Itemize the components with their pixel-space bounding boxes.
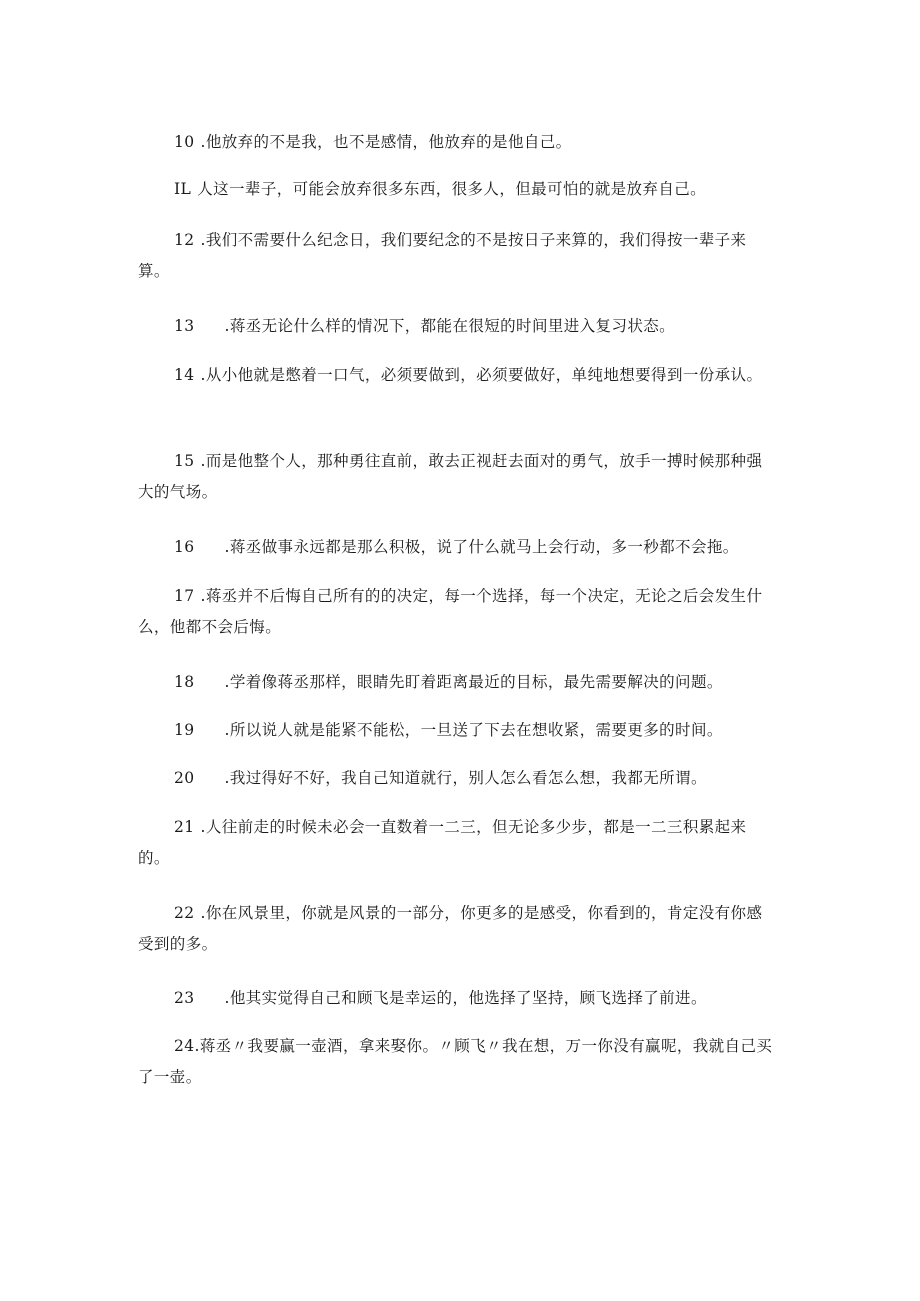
paragraph-11 xyxy=(138,174,778,205)
paragraph-text: 他放弃的不是我，也不是感情，他放弃的是他自己。 xyxy=(205,133,572,151)
paragraph-14 xyxy=(138,360,778,391)
paragraph-text: 学着像蒋丞那样，眼睛先盯着距离最近的目标，最先需要解决的问题。 xyxy=(229,673,723,691)
paragraph-16 xyxy=(138,532,778,563)
paragraph-number: 19 xyxy=(174,721,195,739)
paragraph-separator: . xyxy=(224,538,230,556)
paragraph-number: 10 xyxy=(174,133,195,151)
paragraph-text: 人这一辈子，可能会放弃很多东西，很多人，但最可怕的就是放弃自己。 xyxy=(197,180,707,198)
paragraph-separator: . xyxy=(224,989,230,1007)
paragraph-text: 蒋丞做事永远都是那么积极，说了什么就马上会行动，多一秒都不会拖。 xyxy=(229,538,739,556)
paragraph-18 xyxy=(138,667,778,698)
paragraph-number: 16 xyxy=(174,538,195,556)
paragraph-text: 人往前走的时候未必会一直数着一二三，但无论多少步，都是一二三积累起来的。 xyxy=(138,818,747,867)
paragraph-separator: . xyxy=(200,904,206,922)
paragraph-separator: . xyxy=(194,1037,200,1055)
paragraph-text: 我们不需要什么纪念日，我们要纪念的不是按日子来算的，我们得按一辈子来算。 xyxy=(138,231,747,280)
paragraph-separator: . xyxy=(224,673,230,691)
paragraph-number: IL xyxy=(174,180,192,198)
paragraph-10 xyxy=(138,127,778,158)
paragraph-17 xyxy=(138,581,778,643)
paragraph-number: 15 xyxy=(174,452,195,470)
paragraph-text: 蒋丞无论什么样的情况下，都能在很短的时间里进入复习状态。 xyxy=(229,317,676,335)
paragraph-text: 你在风景里，你就是风景的一部分，你更多的是感受，你看到的，肯定没有你感受到的多。 xyxy=(138,904,763,953)
paragraph-number: 22 xyxy=(174,904,195,922)
paragraph-number: 20 xyxy=(174,769,195,787)
paragraph-text: 蒋丞〃我要赢一壶酒，拿来娶你。〃顾飞〃我在想，万一你没有赢呢，我就自己买了一壶。 xyxy=(138,1037,773,1086)
paragraph-12 xyxy=(138,225,778,287)
paragraph-20 xyxy=(138,763,778,794)
paragraph-15 xyxy=(138,446,778,508)
paragraph-text: 蒋丞并不后悔自己所有的的决定，每一个选择，每一个决定，无论之后会发生什么，他都不会后悔。 xyxy=(138,587,763,636)
paragraph-separator: . xyxy=(224,317,230,335)
paragraph-separator: . xyxy=(200,231,206,249)
paragraph-number: 14 xyxy=(174,366,195,384)
paragraph-text: 从小他就是憋着一口气，必须要做到，必须要做好，单纯地想要得到一份承认。 xyxy=(205,366,763,384)
paragraph-22 xyxy=(138,898,778,960)
paragraph-separator: . xyxy=(200,818,206,836)
paragraph-number: 17 xyxy=(174,587,195,605)
paragraph-separator: . xyxy=(200,366,206,384)
paragraph-number: 21 xyxy=(174,818,195,836)
paragraph-text: 所以说人就是能紧不能松，一旦送了下去在想收紧，需要更多的时间。 xyxy=(229,721,723,739)
paragraph-separator: . xyxy=(200,133,206,151)
paragraph-text: 我过得好不好，我自己知道就行，别人怎么看怎么想，我都无所谓。 xyxy=(229,769,707,787)
paragraph-number: 24 xyxy=(174,1037,195,1055)
paragraph-separator: . xyxy=(224,769,230,787)
paragraph-number: 13 xyxy=(174,317,195,335)
paragraph-24 xyxy=(138,1031,778,1093)
paragraph-text: 他其实觉得自己和顾飞是幸运的，他选择了坚持，顾飞选择了前进。 xyxy=(229,989,707,1007)
paragraph-23 xyxy=(138,983,778,1014)
paragraph-separator: . xyxy=(200,452,206,470)
paragraph-19 xyxy=(138,715,778,746)
paragraph-number: 23 xyxy=(174,989,195,1007)
paragraph-separator: . xyxy=(224,721,230,739)
paragraph-21 xyxy=(138,812,778,874)
paragraph-separator: . xyxy=(200,587,206,605)
paragraph-number: 12 xyxy=(174,231,195,249)
paragraph-13 xyxy=(138,311,778,342)
paragraph-number: 18 xyxy=(174,673,195,691)
paragraph-text: 而是他整个人，那种勇往直前，敢去正视赶去面对的勇气，放手一搏时候那种强大的气场。 xyxy=(138,452,763,501)
